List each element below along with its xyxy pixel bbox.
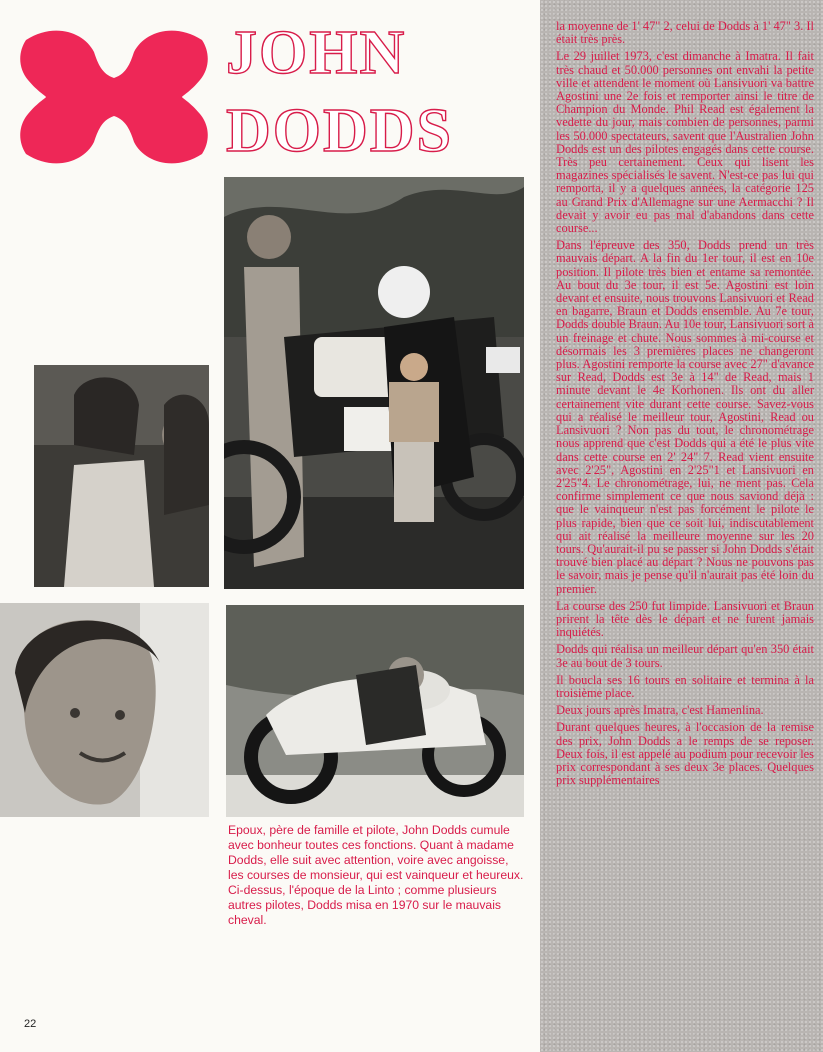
article-paragraph: Le 29 juillet 1973, c'est dimanche à Imatra. Il fait très chaud et 50.000 personnes ont envahi la petite ville et attendent le moment où Lansivuori va battre Agostini une 2e fois et remporter ainsi le titre de Champion du Monde. Phil Read est également la vedette du jour, mais combien de personnes, parmi les 50.000 spectateurs, savent que l'Australien John Dodds est un des pilotes engagés dans cette course. Très peu certainement. Ceux qui lisent les magazines spécialisés le savent. N'est-ce pas lui qui remporta, il y a quelques années, la catégorie 125 au Grand Prix d'Allemagne sur une Aermacchi ? Il devait y avoir eu pas mal d'abandons dans cette course... xyxy=(556,49,814,236)
article-paragraph: Dodds qui réalisa un meilleur départ qu'en 350 était 3e au bout de 3 tours. xyxy=(556,642,814,670)
article-paragraph: Deux jours après Imatra, c'est Hamenlina. xyxy=(556,703,764,718)
photo-caption xyxy=(228,823,526,928)
caption-paragraph: Epoux, père de famille et pilote, John Dodds cumule avec bonheur toutes ces fonctions. Quant à madame Dodds, elle suit avec attention, voire avec angoisse, les courses de monsieur, qui est vainqueur et heureux. xyxy=(228,823,524,882)
article-text xyxy=(556,20,814,791)
article-paragraph: La course des 250 fut limpide. Lansivuori et Braun prirent la tête dès le départ et ne furent jamais inquiétés. xyxy=(556,598,814,640)
article-paragraph: la moyenne de 1' 47" 2, celui de Dodds à 1' 47" 3. Il était très près. xyxy=(556,19,814,47)
title-first-name: JOHN xyxy=(226,19,407,87)
title-last-name: DODDS xyxy=(226,97,454,165)
page-number: 22 xyxy=(24,1018,37,1030)
paddock-photo xyxy=(224,177,524,589)
magazine-logo-icon xyxy=(14,22,214,172)
article-paragraph: Durant quelques heures, à l'occasion de la remise des prix, John Dodds a le remps de se reposer. Deux fois, il est appelé au podium pour recevoir les prix correspondant à ses deux 3e places. Quelques prix supplémentaires xyxy=(556,720,814,788)
article-column xyxy=(540,0,823,1052)
dodds-portrait-photo xyxy=(0,603,209,817)
article-paragraph: Dans l'épreuve des 350, Dodds prend un très mauvais départ. A la fin du 1er tour, il est en 10e position. Il pilote très bien et entame sa remontée. Au bout du 3e tour, il est 5e. Agostini est loin devant et ensuite, nous trouvons Lansivuori et Read en bagarre, Braun et Dodds ensemble. Au 7e tour, Dodds double Braun. Au 10e tour, Lansivuori sort à un freinage et chute. Nous sommes à mi-course et désormais les 3 premières places ne changeront plus. Agostini remporte la course avec 27" d'avance sur Read, Dodds est 3e à 14" de Read, mais 1 minute devant le 4e Korhonen. Ils ont du aller certainement vite durant cette course. Savez-vous qui a réalisé le meilleur tour, Agostini, Read ou Lansivuori ? Non pas du tout, le chronométrage nous apprend que c'est Dodds qui a été le plus vite dans cette course en 2' 24" 7. Read vient ensuite avec 2'25", Agostini en 2'25"1 et Lansivuori en 2'25"4. Le chronométrage, lui, ne ment pas. Cela confirme simplement ce que nous saviond déjà : que le vainqueur n'est pas forcément le pilote le plus rapide, bien que ce soit lui, indiscutablement qui ait réalisé la meilleure moyenne sur les 20 tours. Qu'aurait-il pu se passer si John Dodds s'était trouvé bien placé au départ ? Nous ne pouvons pas le savoir, mais je pense qu'il n'aurait pas été loin du premier. xyxy=(556,238,814,596)
article-paragraph: Il boucla ses 16 tours en solitaire et termina à la troisième place. xyxy=(556,672,814,700)
spectators-photo xyxy=(34,365,209,587)
caption-paragraph: Ci-dessus, l'époque de la Linto ; comme plusieurs autres pilotes, Dodds misa en 1970 sur le mauvais cheval. xyxy=(228,883,502,927)
race-action-photo xyxy=(226,605,524,817)
